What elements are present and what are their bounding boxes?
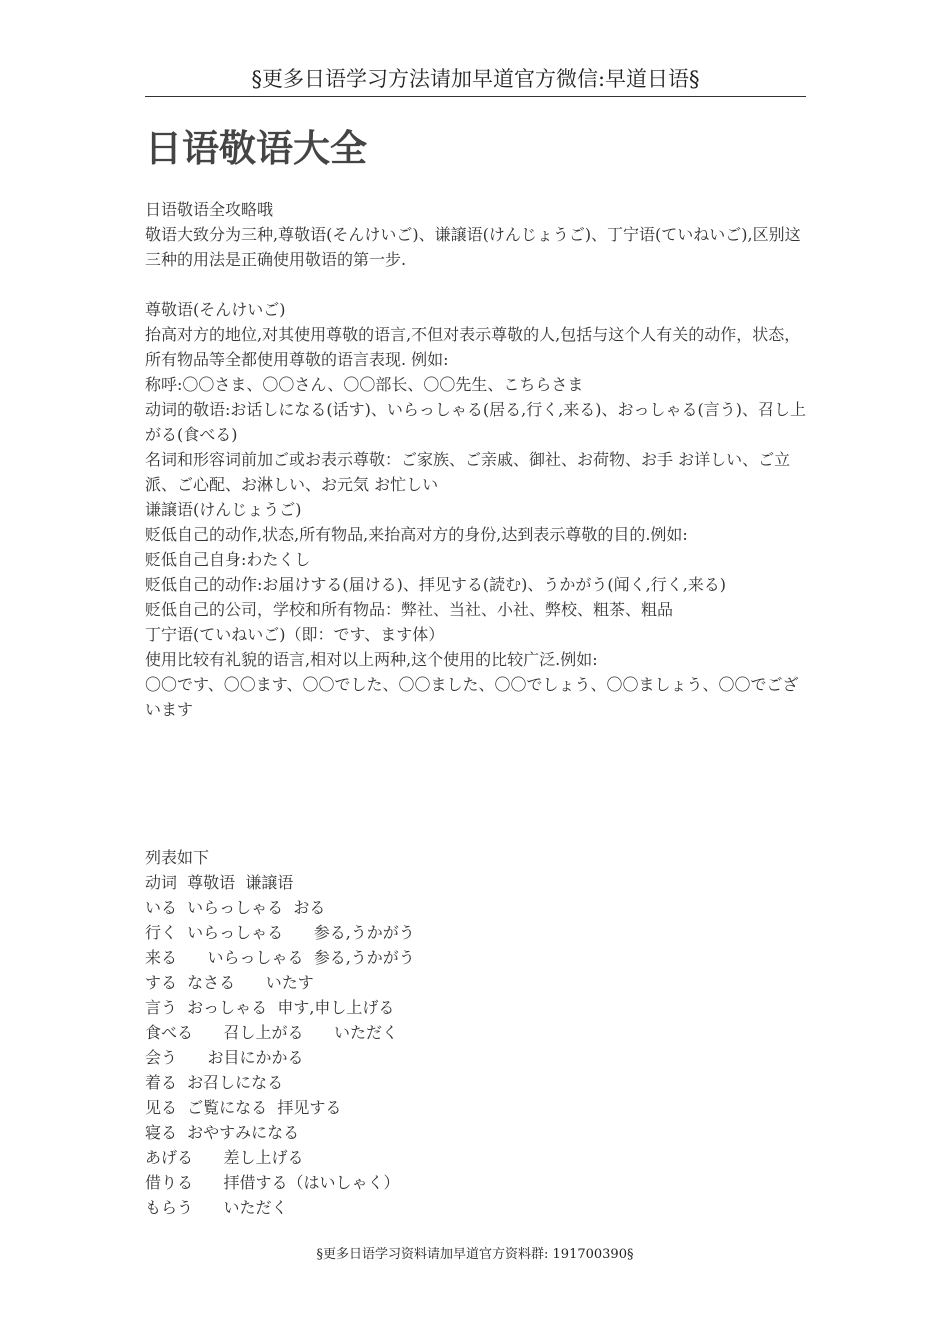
- paragraph: 〇〇です、〇〇ます、〇〇でした、〇〇ました、〇〇でしょう、〇〇ましょう、〇〇でございます: [145, 675, 799, 719]
- list-item: あげる 差し上げる: [145, 1148, 304, 1167]
- section-heading-sonkeigo: 尊敬语(そんけいご): [145, 300, 286, 319]
- page-footer: §更多日语学习资料请加早道官方资料群: 191700390§: [316, 1247, 634, 1262]
- list-header: 动词 尊敬语 谦譲语: [145, 873, 294, 892]
- intro-paragraph: 敬语大致分为三种,尊敬语(そんけいご)、谦譲语(けんじょうご)、丁宁语(ていねいご),区别这三种的用法是正确使用敬语的第一步.: [145, 225, 801, 269]
- verb-list: [145, 845, 810, 1220]
- paragraph: 贬低自己的公司，学校和所有物品：弊社、当社、小社、弊校、粗茶、粗品: [145, 600, 674, 619]
- paragraph: 贬低自己自身:わたくし: [145, 550, 311, 569]
- list-item: もらう いただく: [145, 1198, 288, 1217]
- paragraph: 称呼:〇〇さま、〇〇さん、〇〇部长、〇〇先生、こちらさま: [145, 375, 584, 394]
- list-item: 行く いらっしゃる 参る,うかがう: [145, 923, 415, 942]
- paragraph: 使用比较有礼貌的语言,相对以上两种,这个使用的比较广泛.例如:: [145, 650, 598, 669]
- list-item: 会う お目にかかる: [145, 1048, 304, 1067]
- paragraph: 贬低自己的动作:お届けする(届ける)、拝见する(読む)、うかがう(闻く,行く,来る): [145, 575, 727, 594]
- paragraph: 抬高对方的地位,对其使用尊敬的语言,不但对表示尊敬的人,包括与这个人有关的动作，状态，所有物品等全都使用尊敬的语言表现. 例如:: [145, 325, 801, 369]
- paragraph: 贬低自己的动作,状态,所有物品,来抬高对方的身份,达到表示尊敬的目的.例如:: [145, 525, 688, 544]
- list-item: 言う おっしゃる 申す,申し上げる: [145, 998, 395, 1017]
- list-item: 食べる 召し上がる いただく: [145, 1023, 399, 1042]
- list-item: 来る いらっしゃる 参る,うかがう: [145, 948, 415, 967]
- list-intro: 列表如下: [145, 848, 210, 867]
- list-item: いる いらっしゃる おる: [145, 898, 326, 917]
- list-item: 见る ご覧になる 拝见する: [145, 1098, 342, 1117]
- list-item: 借りる 拝借する（はいしゃく）: [145, 1173, 400, 1192]
- list-item: 寝る おやすみになる: [145, 1123, 300, 1142]
- list-item: する なさる いたす: [145, 973, 314, 992]
- page-header: §更多日语学习方法请加早道官方微信:早道日语§: [145, 64, 806, 97]
- section-heading-kenjougo: 谦譲语(けんじょうご): [145, 500, 302, 519]
- section-heading-teineigo: 丁宁语(ていねいご)（即：です、ます体）: [145, 625, 445, 644]
- document-title: 日语敬语大全: [145, 127, 367, 170]
- list-item: 着る お召しになる: [145, 1073, 284, 1092]
- paragraph: 名词和形容词前加ご或お表示尊敬：ご家族、ご亲戚、御社、お荷物、お手 お详しい、ご立派、ご心配、お淋しい、お元気 お忙しい: [145, 450, 791, 494]
- intro-line: 日语敬语全攻略哦: [145, 200, 274, 219]
- paragraph: 动词的敬语:お话しになる(话す)、いらっしゃる(居る,行く,来る)、おっしゃる(言う)、召し上がる(食べる): [145, 400, 807, 444]
- document-body: [145, 197, 810, 722]
